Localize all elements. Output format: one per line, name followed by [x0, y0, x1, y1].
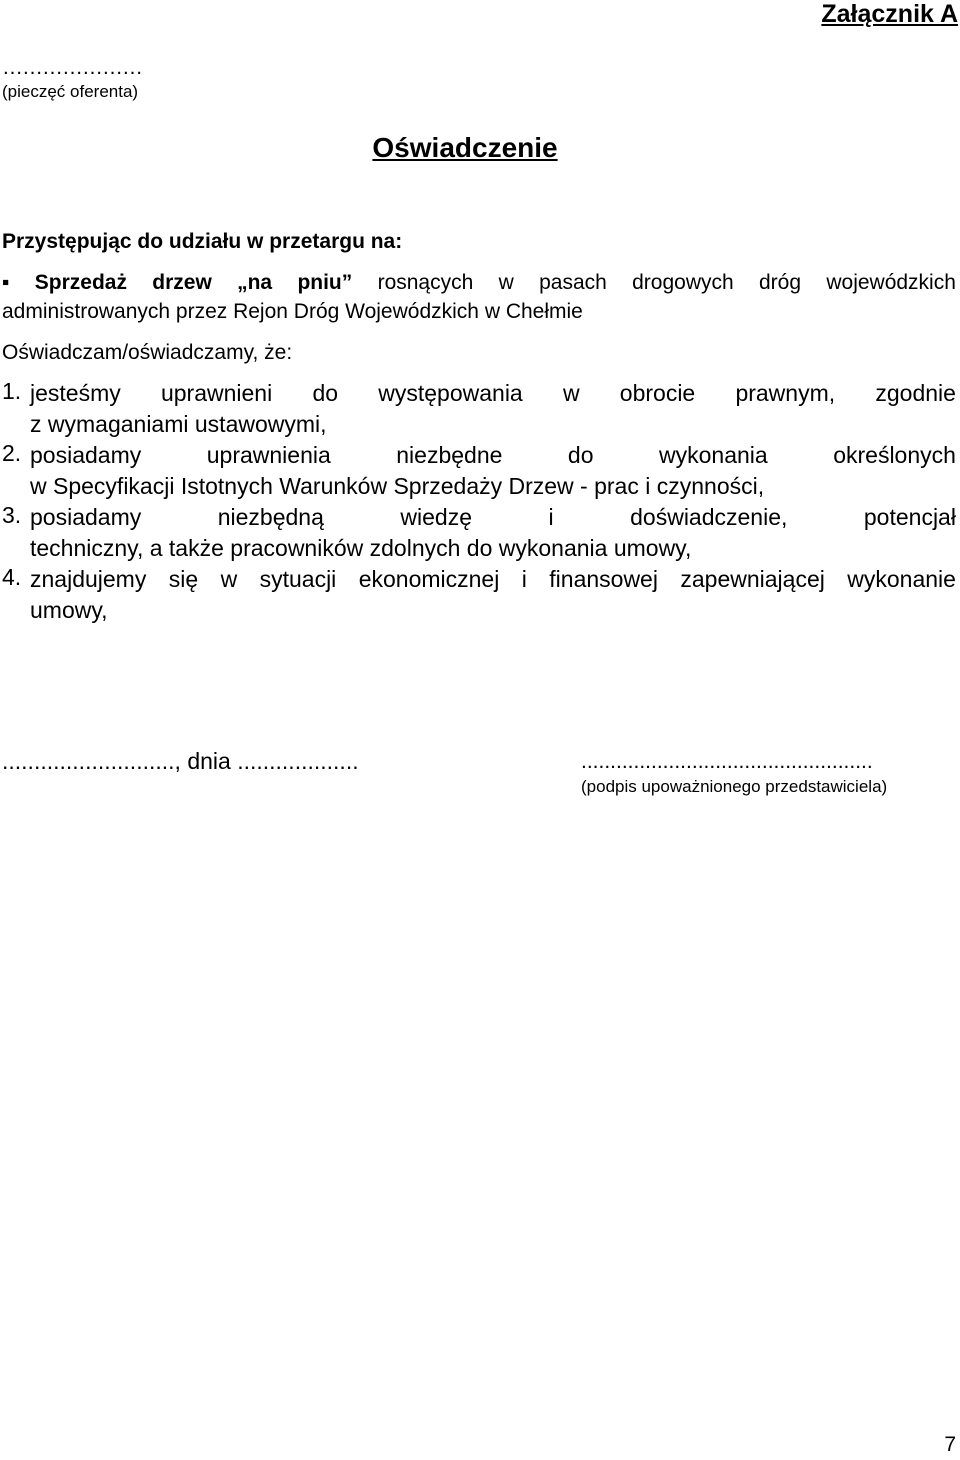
subject-word: rosnących — [377, 271, 474, 294]
item-word: i — [521, 566, 527, 592]
item-word: uprawnienia — [206, 442, 331, 468]
item-word: finansowej — [549, 566, 658, 592]
item-number: 2. — [2, 440, 22, 466]
item-word: jesteśmy — [30, 380, 121, 406]
place-date: ..........................., dnia ................... — [2, 748, 359, 774]
item-word: się — [168, 566, 199, 592]
item-line-1 — [30, 502, 956, 533]
item-word: wykonanie — [847, 566, 956, 592]
item-number: 1. — [2, 378, 22, 404]
item-word: potencjał — [863, 504, 956, 530]
item-text — [30, 502, 956, 564]
document-title: Oświadczenie — [372, 132, 558, 163]
subject-word: dróg — [759, 271, 802, 294]
declaration-list — [2, 378, 956, 626]
item-word: wykonania — [659, 442, 768, 468]
item-word: określonych — [833, 442, 956, 468]
item-word: zgodnie — [875, 380, 956, 406]
item-line-1 — [30, 440, 956, 471]
subject-word: w — [498, 271, 514, 294]
item-word: uprawnieni — [160, 380, 273, 406]
item-word: doświadczenie, — [630, 504, 788, 530]
item-word: niezbędne — [396, 442, 503, 468]
tender-subject-line2: administrowanych przez Rejon Dróg Wojewódzkich w Chełmie — [2, 300, 583, 323]
item-line-1 — [30, 378, 956, 409]
tender-subject — [2, 268, 956, 326]
appendix-label: Załącznik A — [821, 0, 958, 28]
subject-word: pniu” — [297, 271, 353, 294]
tender-subject-line1 — [2, 268, 956, 297]
item-word: ekonomicznej — [358, 566, 500, 592]
item-text — [30, 378, 956, 440]
subject-word: drogowych — [632, 271, 734, 294]
subject-word: pasach — [539, 271, 607, 294]
item-line-2: umowy, — [30, 597, 108, 623]
item-word: w — [562, 380, 580, 406]
subject-word: wojewódzkich — [826, 271, 956, 294]
item-word: posiadamy — [30, 442, 142, 468]
item-word: posiadamy — [30, 504, 142, 530]
item-line-1 — [30, 564, 956, 595]
item-word: znajdujemy — [30, 566, 147, 592]
declaration-item — [2, 564, 956, 626]
item-text — [30, 440, 956, 502]
page-number: 7 — [944, 1433, 956, 1456]
item-word: niezbędną — [217, 504, 324, 530]
signature-label: (podpis upoważnionego przedstawiciela) — [581, 777, 888, 796]
item-text — [30, 564, 956, 626]
item-word: sytuacji — [259, 566, 337, 592]
declaration-item — [2, 502, 956, 564]
item-number: 4. — [2, 564, 22, 590]
declaration-text: Oświadczam/oświadczamy, że: — [2, 341, 293, 364]
item-word: zapewniającej — [680, 566, 825, 592]
subject-word: drzew — [152, 271, 212, 294]
item-word: obrocie — [619, 380, 696, 406]
item-word: i — [548, 504, 554, 530]
item-word: w — [220, 566, 238, 592]
bullet-icon: ▪ — [2, 271, 10, 294]
item-word: do — [312, 380, 339, 406]
item-word: wiedzę — [400, 504, 472, 530]
declaration-item — [2, 440, 956, 502]
item-line-2: techniczny, a także pracowników zdolnych do wykonania umowy, — [30, 535, 692, 561]
item-word: występowania — [378, 380, 523, 406]
item-word: prawnym, — [735, 380, 836, 406]
intro-text: Przystępując do udziału w przetargu na: — [2, 230, 403, 253]
item-line-2: z wymaganiami ustawowymi, — [30, 411, 327, 437]
item-line-2: w Specyfikacji Istotnych Warunków Sprzedaży Drzew - prac i czynności, — [30, 473, 765, 499]
declaration-item — [2, 378, 956, 440]
stamp-dots: ………………… — [2, 56, 142, 79]
subject-word: „na — [237, 271, 273, 294]
signature-dots: .................................................. — [581, 750, 873, 773]
item-word: do — [567, 442, 594, 468]
stamp-label: (pieczęć oferenta) — [2, 82, 139, 101]
item-number: 3. — [2, 502, 22, 528]
subject-word: Sprzedaż — [34, 271, 127, 294]
